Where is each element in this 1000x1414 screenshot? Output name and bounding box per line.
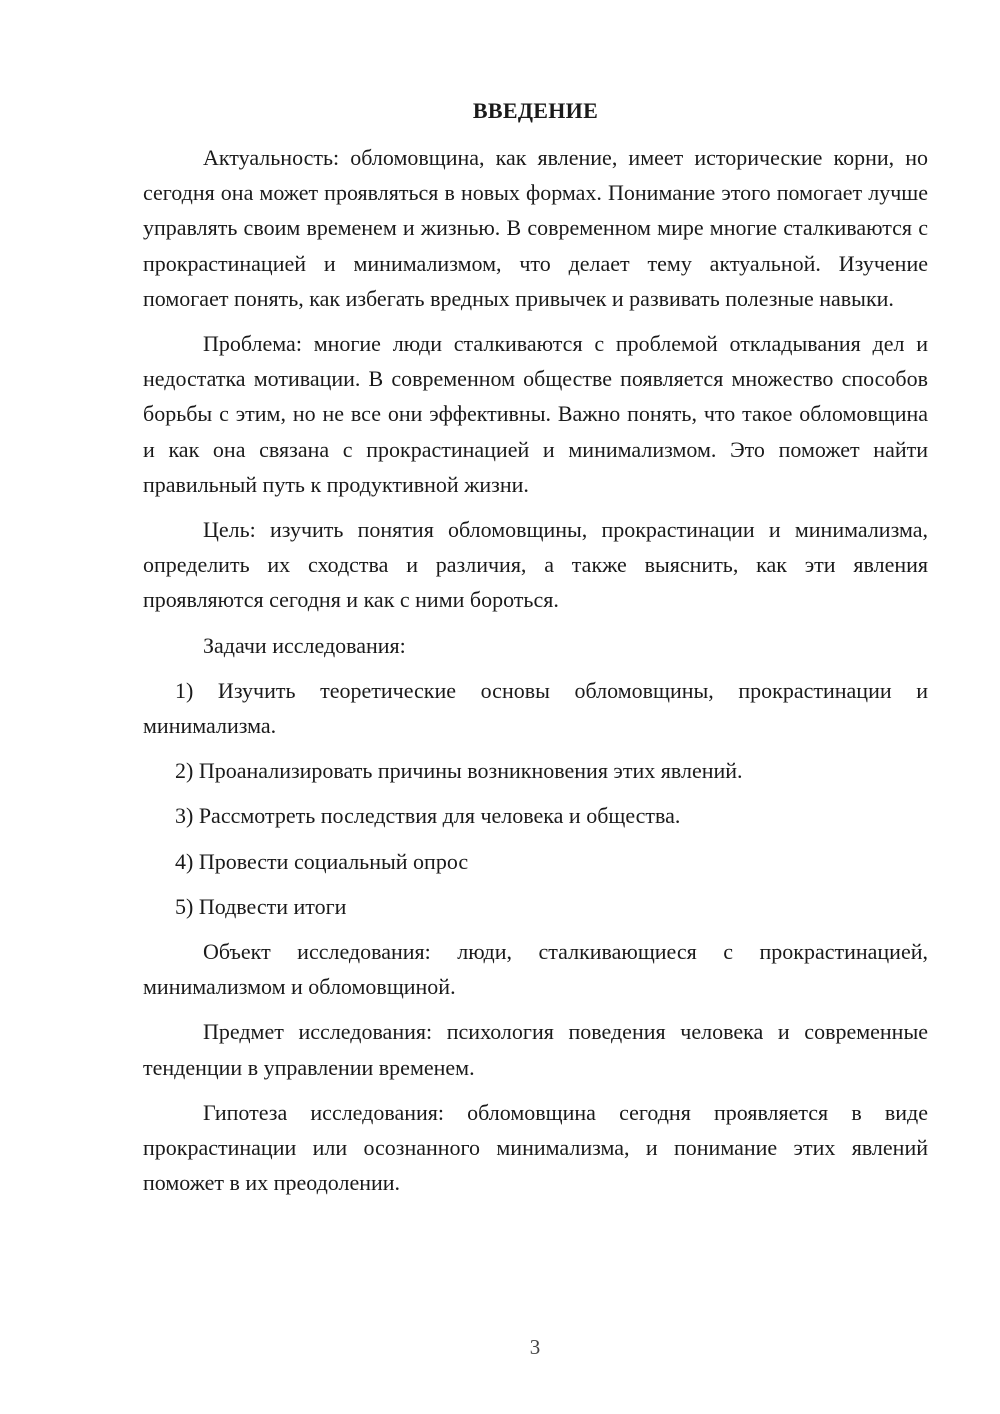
page-content bbox=[143, 96, 928, 1210]
paragraph-goal: Цель: изучить понятия обломовщины, прокрастинации и минимализма, определить их сходства и различия, а также выяснить, как эти явления проявляются сегодня и как с ними бороться. bbox=[143, 517, 928, 613]
tasks-heading: Задачи исследования: bbox=[203, 632, 406, 658]
task-item-3: 3) Рассмотреть последствия для человека и общества. bbox=[175, 803, 681, 829]
paragraph-relevance: Актуальность: обломовщина, как явление, имеет исторические корни, но сегодня она может проявляться в новых формах. Понимание этого помогает лучше управлять своим временем и жизнью. В современном мире многие сталкиваются с прокрастинацией и минимализмом, что делает тему актуальной. Изучение помогает понять, как избегать вредных привычек и развивать полезные навыки. bbox=[143, 145, 928, 311]
paragraph-object: Объект исследования: люди, сталкивающиеся с прокрастинацией, минимализмом и обломовщиной. bbox=[143, 939, 928, 1000]
page-number: 3 bbox=[529, 1335, 541, 1359]
task-item-1: 1) Изучить теоретические основы обломовщины, прокрастинации и минимализма. bbox=[143, 677, 928, 739]
task-item-4: 4) Провести социальный опрос bbox=[175, 848, 469, 874]
task-item-5: 5) Подвести итоги bbox=[175, 893, 347, 919]
paragraph-problem: Проблема: многие люди сталкиваются с проблемой откладывания дел и недостатка мотивации. В современном обществе появляется множество способов борьбы с этим, но не все они эффективны. Важно понять, что такое обломовщина и как она связана с прокрастинацией и минимализмом. Это поможет найти правильный путь к продуктивной жизни. bbox=[143, 331, 928, 497]
paragraph-hypothesis: Гипотеза исследования: обломовщина сегодня проявляется в виде прокрастинации или осознанного минимализма, и понимание этих явлений поможет в их преодолении. bbox=[143, 1099, 928, 1196]
section-title: ВВЕДЕНИЕ bbox=[472, 98, 599, 123]
task-item-2: 2) Проанализировать причины возникновения этих явлений. bbox=[175, 758, 743, 784]
paragraph-subject: Предмет исследования: психология поведения человека и современные тенденции в управлении временем. bbox=[143, 1019, 928, 1080]
